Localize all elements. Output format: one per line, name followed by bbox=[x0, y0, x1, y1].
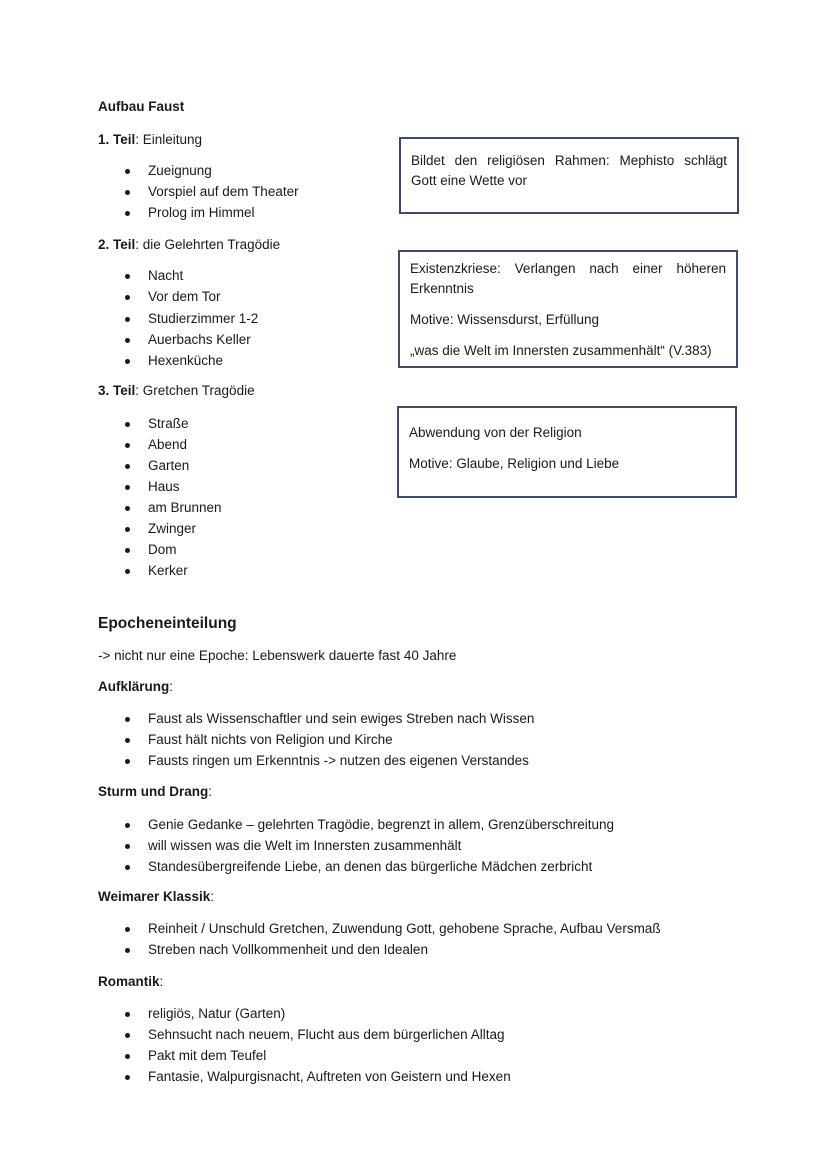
box-text: Bildet den religiösen Rahmen: Mephisto schlägt bbox=[411, 153, 727, 168]
bullet-icon bbox=[125, 485, 130, 490]
bullet-icon bbox=[125, 338, 130, 343]
list-item: Zwinger bbox=[148, 521, 197, 536]
info-box-gelehrten bbox=[398, 250, 738, 368]
epoch-heading bbox=[98, 783, 212, 801]
colon: : bbox=[210, 889, 215, 904]
bullet-icon bbox=[125, 317, 130, 322]
bullet-icon bbox=[125, 527, 130, 532]
bullet-icon bbox=[125, 211, 130, 216]
list-item: Auerbachs Keller bbox=[148, 331, 251, 347]
bullet-icon bbox=[125, 1075, 130, 1080]
bullet-icon bbox=[125, 1012, 130, 1017]
colon: : bbox=[208, 784, 213, 799]
epoch-label: Aufklärung bbox=[98, 679, 170, 694]
bullet-icon bbox=[125, 948, 130, 953]
bullet-icon bbox=[125, 506, 130, 511]
bullet-icon bbox=[125, 422, 130, 427]
epoch-label: Romantik bbox=[98, 974, 160, 989]
list-item: Zueignung bbox=[148, 163, 212, 178]
bullet-icon bbox=[125, 190, 130, 195]
list-item: Pakt mit dem Teufel bbox=[148, 1048, 267, 1063]
list-item: Garten bbox=[148, 458, 190, 473]
bullet-icon bbox=[125, 865, 130, 870]
colon: : bbox=[159, 974, 164, 989]
list-item: Prolog im Himmel bbox=[148, 205, 255, 220]
intro-text: -> nicht nur eine Epoche: Lebenswerk dauerte fast 40 Jahre bbox=[98, 648, 457, 663]
list-item: Dom bbox=[148, 542, 177, 557]
list-item: Streben nach Vollkommenheit und den Idealen bbox=[148, 942, 428, 957]
list-item: Vor dem Tor bbox=[148, 289, 221, 305]
section-title: Aufbau Faust bbox=[98, 99, 185, 114]
list-item: Nacht bbox=[148, 268, 184, 283]
epoch-label: Weimarer Klassik bbox=[98, 889, 211, 904]
list-item: Standesübergreifende Liebe, an denen das bürgerliche Mädchen zerbricht bbox=[148, 859, 593, 874]
heading-label: 3. Teil bbox=[98, 383, 136, 398]
colon: : bbox=[169, 679, 174, 694]
list-item: Hexenküche bbox=[148, 353, 224, 368]
heading-rest: : die Gelehrten Tragödie bbox=[135, 237, 281, 252]
info-box-prolog bbox=[399, 137, 739, 214]
list-item: Genie Gedanke – gelehrten Tragödie, begrenzt in allem, Grenzüberschreitung bbox=[148, 817, 615, 832]
box-text: Motive: Glaube, Religion und Liebe bbox=[409, 456, 620, 471]
bullet-icon bbox=[125, 548, 130, 553]
list-item: Vorspiel auf dem Theater bbox=[148, 184, 299, 199]
list-item: Faust hält nichts von Religion und Kirche bbox=[148, 732, 393, 747]
bullet-icon bbox=[125, 759, 130, 764]
list-item: Fausts ringen um Erkenntnis -> nutzen des eigenen Verstandes bbox=[148, 753, 529, 768]
teil-heading bbox=[98, 382, 255, 400]
bullet-icon bbox=[125, 295, 130, 300]
epoch-heading bbox=[98, 888, 214, 906]
epoch-label: Sturm und Drang bbox=[98, 784, 209, 799]
list-item: Kerker bbox=[148, 563, 188, 578]
bullet-icon bbox=[125, 464, 130, 469]
box-text: „was die Welt im Innersten zusammenhält“ (V.383) bbox=[410, 343, 712, 358]
list-item: Abend bbox=[148, 437, 188, 452]
list-item: Sehnsucht nach neuem, Flucht aus dem bürgerlichen Alltag bbox=[148, 1027, 505, 1042]
box-text: Gott eine Wette vor bbox=[411, 173, 528, 188]
epoch-heading bbox=[98, 678, 173, 696]
list-item: will wissen was die Welt im Innersten zusammenhält bbox=[148, 838, 462, 853]
bullet-icon bbox=[125, 844, 130, 849]
list-item: Reinheit / Unschuld Gretchen, Zuwendung Gott, gehobene Sprache, Aufbau Versmaß bbox=[148, 921, 661, 936]
heading-rest: : Einleitung bbox=[135, 132, 203, 147]
heading-label: 1. Teil bbox=[98, 132, 136, 147]
bullet-icon bbox=[125, 569, 130, 574]
box-text: Motive: Wissensdurst, Erfüllung bbox=[410, 312, 600, 327]
bullet-icon bbox=[125, 1054, 130, 1059]
bullet-icon bbox=[125, 738, 130, 743]
heading-label: 2. Teil bbox=[98, 237, 136, 252]
bullet-icon bbox=[125, 359, 130, 364]
section-title: Epocheneinteilung bbox=[98, 615, 237, 632]
info-box-gretchen bbox=[397, 406, 737, 498]
box-text: Existenzkriese: Verlangen nach einer höheren bbox=[410, 261, 726, 276]
list-item: Studierzimmer 1-2 bbox=[148, 310, 259, 326]
box-text: Abwendung von der Religion bbox=[409, 425, 582, 440]
list-item: Faust als Wissenschaftler und sein ewiges Streben nach Wissen bbox=[148, 711, 535, 726]
bullet-icon bbox=[125, 823, 130, 828]
list-item: am Brunnen bbox=[148, 500, 222, 515]
bullet-icon bbox=[125, 274, 130, 279]
box-text: Erkenntnis bbox=[410, 281, 474, 296]
bullet-icon bbox=[125, 1033, 130, 1038]
bullet-icon bbox=[125, 717, 130, 722]
list-item: Haus bbox=[148, 479, 180, 494]
list-item: Fantasie, Walpurgisnacht, Auftreten von Geistern und Hexen bbox=[148, 1069, 511, 1084]
bullet-icon bbox=[125, 169, 130, 174]
epoch-heading bbox=[98, 973, 163, 991]
list-item: religiös, Natur (Garten) bbox=[148, 1006, 286, 1021]
list-item: Straße bbox=[148, 416, 189, 431]
bullet-icon bbox=[125, 927, 130, 932]
heading-rest: : Gretchen Tragödie bbox=[135, 383, 255, 398]
bullet-icon bbox=[125, 443, 130, 448]
teil-heading bbox=[98, 131, 202, 149]
teil-heading bbox=[98, 236, 280, 254]
